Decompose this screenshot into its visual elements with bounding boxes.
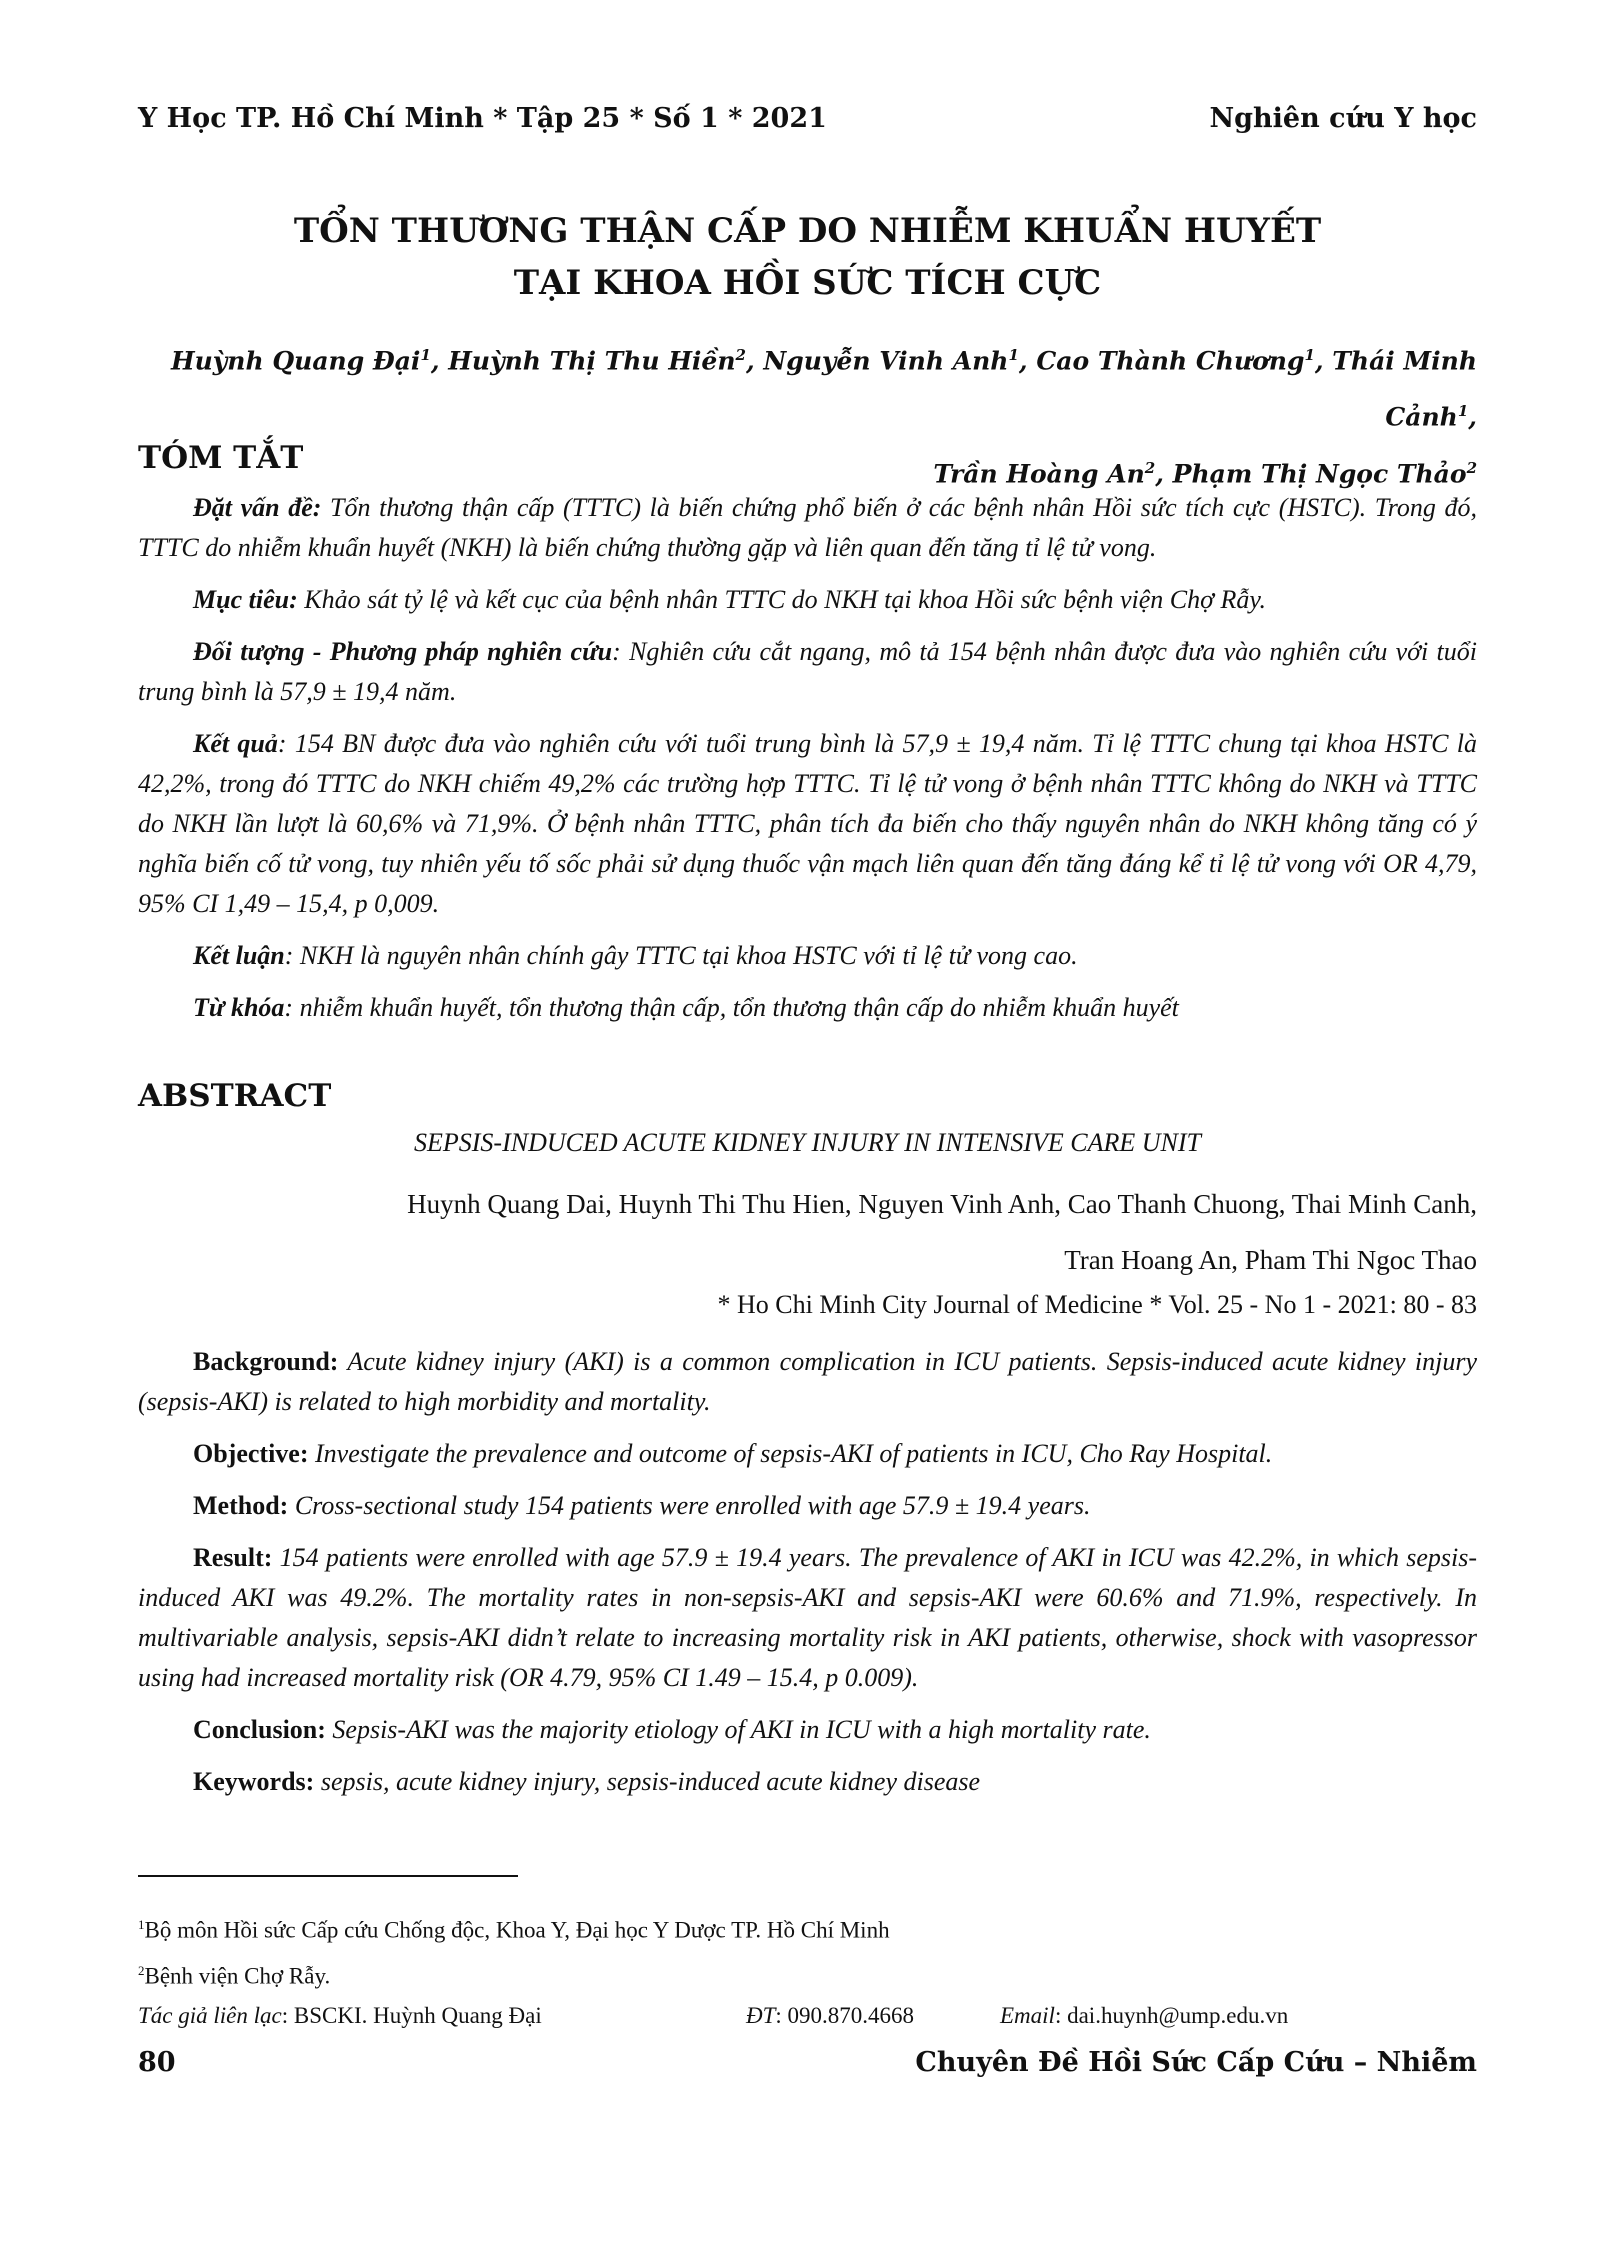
affiliation-marker: 2 [1466,458,1477,477]
page-number: 80 [138,2047,176,2078]
result-label: Result: [193,1543,273,1572]
keywords-text: : nhiễm khuẩn huyết, tổn thương thận cấp, tổn thương thận cấp do nhiễm khuẩn huyết [284,993,1179,1022]
abstract-method [138,1486,1477,1526]
contact-phone [746,1996,914,2036]
objective-text: Khảo sát tỷ lệ và kết cục của bệnh nhân TTTC do NKH tại khoa Hồi sức bệnh viện Chợ Rẫy. [297,585,1267,614]
affiliation-1 [138,1905,1477,1951]
keywords-text: sepsis, acute kidney injury, sepsis-induced acute kidney disease [314,1767,981,1796]
title-line-1: TỔN THƯƠNG THẬN CẤP DO NHIỄM KHUẨN HUYẾT [293,211,1322,251]
conclusion-text: : NKH là nguyên nhân chính gây TTTC tại khoa HSTC với tỉ lệ tử vong cao. [284,941,1078,970]
method-text: Cross-sectional study 154 patients were enrolled with age 57.9 ± 19.4 years. [288,1491,1091,1520]
footnotes [138,1905,1477,2036]
author-name: Nguyễn Vinh Anh [763,346,1009,376]
affiliation-marker: 1 [138,1917,145,1932]
summary-background [138,488,1477,568]
result-label: Kết quả [193,729,278,758]
summary-conclusion [138,936,1477,976]
author-name: Trần Hoàng An [933,458,1145,488]
background-text: Acute kidney injury (AKI) is a common complication in ICU patients. Sepsis-induced acute kidney injury (sepsis-AKI) is related to high morbidity and mortality. [138,1347,1477,1416]
affiliation-text: Bộ môn Hồi sức Cấp cứu Chống độc, Khoa Y, Đại học Y Dược TP. Hồ Chí Minh [144,1917,890,1943]
summary-result [138,724,1477,924]
abstract-title: SEPSIS-INDUCED ACUTE KIDNEY INJURY IN INTENSIVE CARE UNIT [414,1128,1201,1157]
summary-keywords [138,988,1477,1028]
result-text: 154 patients were enrolled with age 57.9 ± 19.4 years. The prevalence of AKI in ICU was 42.2%, in which sepsis-induced AKI was 49.2%. The mortality rates in non-sepsis-AKI and sepsis-AKI were 60.6% and 71.9%, respectively. In multivariable analysis, sepsis-AKI didn’t relate to increasing mortality risk in AKI patients, otherwise, shock with vasopressor using had increased mortality risk (OR 4.79, 95% CI 1.49 – 15.4, p 0.009). [138,1543,1477,1692]
summary-heading: TÓM TẮT [138,440,304,476]
footer-section: Chuyên Đề Hồi Sức Cấp Cứu – Nhiễm [915,2047,1477,2078]
footnote-divider [138,1875,518,1877]
objective-label: Mục tiêu: [193,585,298,614]
email-label: Email [1000,2003,1055,2029]
author-name: Thái Minh Cảnh [1332,346,1477,432]
title-line-2: TẠI KHOA HỒI SỨC TÍCH CỰC [513,263,1102,303]
contact-label: Tác giả liên lạc [138,2003,282,2029]
background-text: Tổn thương thận cấp (TTTC) là biến chứng phổ biến ở các bệnh nhân Hồi sức tích cực (HSTC). Trong đó, TTTC do nhiễm khuẩn huyết (NKH) là biến chứng thường gặp và liên quan đến tăng tỉ lệ tử vong. [138,493,1478,562]
abstract-keywords [138,1762,1477,1802]
running-header [138,103,1477,147]
result-text: : 154 BN được đưa vào nghiên cứu với tuổi trung bình là 57,9 ± 19,4 năm. Tỉ lệ TTTC chung tại khoa HSTC là 42,2%, trong đó TTTC do NKH chiếm 49,2% các trường hợp TTTC. Tỉ lệ tử vong ở bệnh nhân TTTC không do NKH và TTTC do NKH lần lượt là 60,6% và 71,9%. Ở bệnh nhân TTTC, phân tích đa biến cho thấy nguyên nhân do NKH không tăng có ý nghĩa biến cố tử vong, tuy nhiên yếu tố sốc phải sử dụng thuốc vận mạch liên quan đến tăng đáng kể tỉ lệ tử vong với OR 4,79, 95% CI 1,49 – 15,4, p 0,009. [138,729,1477,918]
article-title [138,205,1477,309]
citation: * Ho Chi Minh City Journal of Medicine * Vol. 25 - No 1 - 2021: 80 - 83 [717,1290,1477,1319]
author-list-vi [138,330,1477,499]
author-line-en-2: Tran Hoang An, Pham Thi Ngoc Thao [1064,1245,1477,1275]
method-label: Đối tượng - Phương pháp nghiên cứu [193,637,613,666]
author-name: Phạm Thị Ngọc Thảo [1172,458,1467,488]
contact-author [138,1996,542,2036]
author-line-2: Trần Hoàng An$^2$, Phạm Thị Ngọc Thảo$^2$ [933,458,1477,488]
contact-email[interactable] [1000,1996,1288,2036]
running-footer [138,2047,1477,2091]
affiliation-marker: 1 [1008,346,1019,364]
phone-label: ĐT [746,2003,776,2029]
abstract-body [138,1342,1477,1814]
author-name: Huỳnh Thị Thu Hiền [448,346,736,376]
author-list-en [138,1176,1477,1288]
keywords-label: Keywords: [193,1767,315,1796]
objective-text: Investigate the prevalence and outcome of sepsis-AKI of patients in ICU, Cho Ray Hospital. [308,1439,1273,1468]
summary-body [138,488,1477,1040]
background-label: Đặt vấn đề: [193,493,322,522]
abstract-conclusion [138,1710,1477,1750]
affiliation-2 [138,1951,1477,1997]
objective-label: Objective: [193,1439,309,1468]
author-name: Huỳnh Quang Đại [170,346,421,376]
affiliation-marker: 2 [735,346,746,364]
author-line-1: Huỳnh Quang Đại$^1$, Huỳnh Thị Thu Hiền$^2$, Nguyễn Vinh Anh$^1$, Cao Thành Chương$^1$, Thái Minh Cảnh$^1$, [170,346,1477,432]
abstract-result [138,1538,1477,1698]
conclusion-label: Conclusion: [193,1715,326,1744]
affiliation-text: Bệnh viện Chợ Rẫy. [144,1963,331,1989]
keywords-label: Từ khóa [193,993,285,1022]
abstract-heading: ABSTRACT [138,1078,332,1114]
method-text: : Nghiên cứu cắt ngang, mô tả 154 bệnh nhân được đưa vào nghiên cứu với tuổi trung bình là 57,9 ± 19,4 năm. [138,637,1477,706]
summary-objective [138,580,1477,620]
abstract-background [138,1342,1477,1422]
affiliation-marker: 2 [138,1962,145,1978]
abstract-objective [138,1434,1477,1474]
journal-name: Y Học TP. Hồ Chí Minh * Tập 25 * Số 1 * 2021 [138,103,827,134]
section-name: Nghiên cứu Y học [1209,103,1477,134]
phone-number: : 090.870.4668 [775,2003,915,2029]
summary-method [138,632,1477,712]
background-label: Background: [193,1347,339,1376]
affiliation-marker: 1 [1304,346,1315,364]
conclusion-label: Kết luận [193,941,285,970]
contact-line [138,1996,1477,2036]
email-address[interactable]: : dai.huynh@ump.edu.vn [1054,2003,1289,2029]
contact-name: : BSCKI. Huỳnh Quang Đại [281,2003,542,2029]
author-line-en-1: Huynh Quang Dai, Huynh Thi Thu Hien, Nguyen Vinh Anh, Cao Thanh Chuong, Thai Minh Canh, [407,1189,1477,1219]
method-label: Method: [193,1491,289,1520]
affiliation-marker: 1 [1457,402,1469,421]
affiliation-marker: 1 [420,346,431,364]
author-name: Cao Thành Chương [1036,346,1305,376]
affiliation-marker: 2 [1144,458,1156,477]
conclusion-text: Sepsis-AKI was the majority etiology of AKI in ICU with a high mortality rate. [325,1715,1151,1744]
